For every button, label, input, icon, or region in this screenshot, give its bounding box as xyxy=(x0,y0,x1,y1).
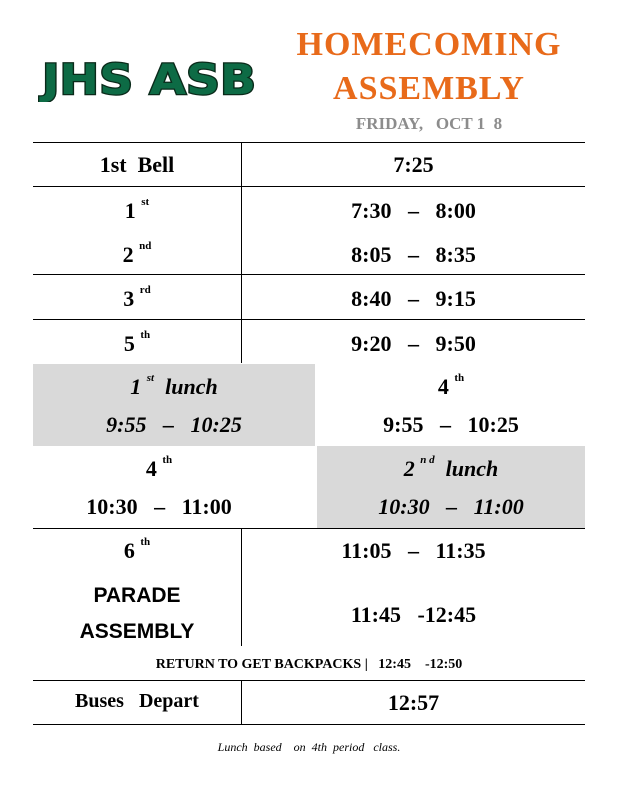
jhs-asb-logo xyxy=(38,56,260,102)
row-divider xyxy=(33,680,585,681)
table-border-top xyxy=(33,142,585,143)
lunch-1-time: 9:55 – 10:25 xyxy=(106,412,242,437)
buses-time: 12:57 xyxy=(387,690,440,715)
period-1-time: 7:30 – 8:00 xyxy=(351,198,476,223)
row-divider xyxy=(33,319,585,320)
buses-label: Buses Depart xyxy=(75,690,199,712)
period-4b-label: 4 $^{th}$ xyxy=(145,454,173,481)
lunch-2-label: 2 $^{n d}$ lunch xyxy=(403,454,499,481)
footnote: Lunch based on 4th period class. xyxy=(217,740,401,754)
period-4a-label: 4 $^{th}$ xyxy=(437,372,465,399)
lunch-2-time: 10:30 – 11:00 xyxy=(378,494,524,519)
period-4b-time: 10:30 – 11:00 xyxy=(86,494,232,519)
title-line-1: HOMECOMING xyxy=(296,26,562,63)
return-backpacks: RETURN TO GET BACKPACKS | 12:45 -12:50 xyxy=(155,657,463,672)
period-3-label: 3 $^{rd}$ xyxy=(123,284,151,311)
period-1-label: 1 $^{st}$ xyxy=(124,196,150,223)
row-divider xyxy=(33,186,585,187)
period-2-time: 8:05 – 8:35 xyxy=(351,242,476,267)
table-border-bottom xyxy=(33,724,585,725)
period-6-time: 11:05 – 11:35 xyxy=(341,538,486,563)
period-2-label: 2 $^{nd}$ xyxy=(122,240,152,267)
logo-text: JHS ASB xyxy=(38,56,256,102)
period-4a-time: 9:55 – 10:25 xyxy=(383,412,519,437)
row-divider xyxy=(33,274,585,275)
lunch-1-label: 1 $^{st}$ lunch xyxy=(130,372,218,399)
parade-label-2: ASSEMBLY xyxy=(79,620,195,643)
period-3-time: 8:40 – 9:15 xyxy=(351,286,476,311)
title-line-2: ASSEMBLY xyxy=(333,70,525,107)
period-5-time: 9:20 – 9:50 xyxy=(351,331,476,356)
event-date: FRIDAY, OCT 1 8 xyxy=(355,114,503,133)
parade-label-1: PARADE xyxy=(93,584,181,607)
period-6-label: 6 $^{th}$ xyxy=(123,536,151,563)
bell-label: 1st Bell xyxy=(99,152,175,177)
parade-time: 11:45 -12:45 xyxy=(350,602,477,627)
row-divider xyxy=(33,528,585,529)
bell-time: 7:25 xyxy=(393,152,434,177)
period-5-label: 5 $^{th}$ xyxy=(123,329,151,356)
